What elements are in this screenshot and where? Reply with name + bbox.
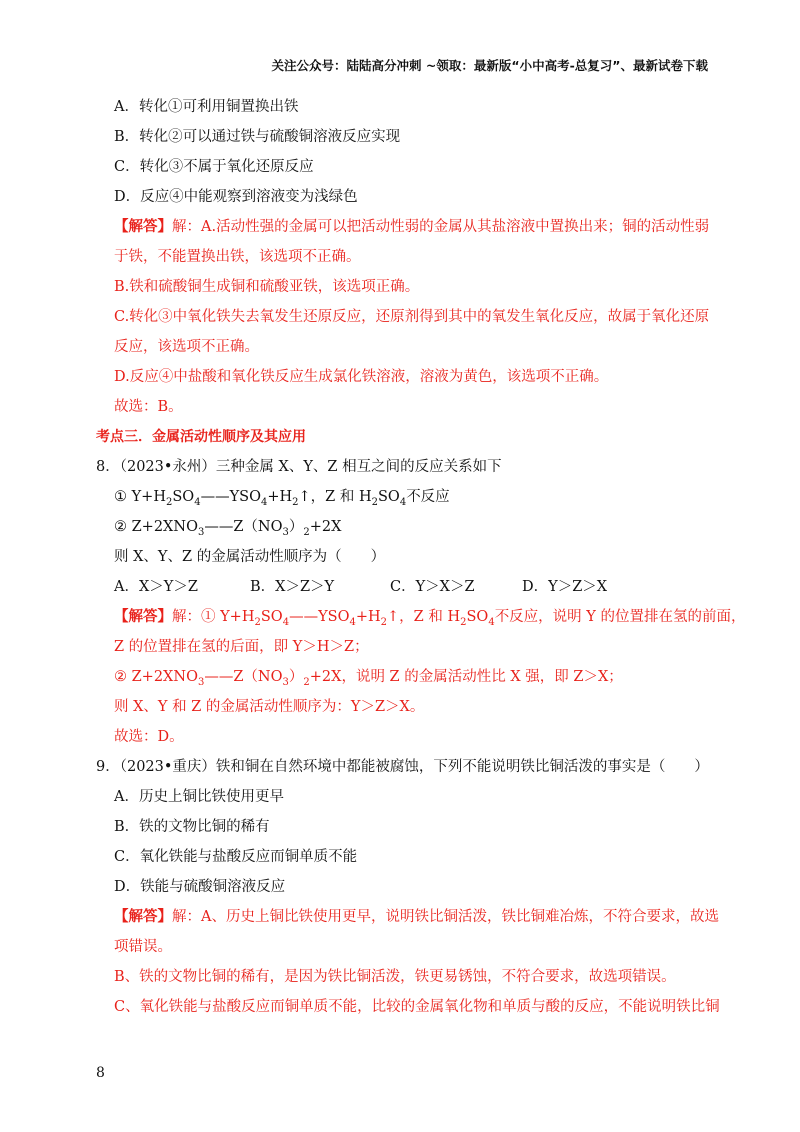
text-fragment: ——Z（NO (204, 519, 283, 535)
text-fragment: 解：A、历史上铜比铁使用更早，说明铁比铜活泼，铁比铜难冶炼，不符合要求，故选 (172, 909, 719, 925)
text-fragment: 4 (488, 616, 495, 628)
text-fragment: +H (355, 609, 381, 625)
text-fragment: 3 (197, 526, 205, 538)
text-fragment: 解：A.活动性强的金属可以把活动性弱的金属从其盐溶液中置换出来；铜的活动性弱 (172, 219, 710, 235)
prev-answer-line-6: D.反应④中盐酸和氧化铁反应生成氯化铁溶液，溶液为黄色，该选项不正确。 (114, 369, 609, 385)
question-8-equation-2 (96, 512, 708, 542)
question-8-answer-choice: 故选：D。 (114, 729, 184, 745)
question-8-option-d: D．Y＞Z＞X (522, 579, 608, 595)
text-fragment: +H (267, 489, 293, 505)
text-fragment: 4 (260, 496, 268, 508)
text-fragment: 2 (292, 496, 299, 508)
question-8-answer-line-3 (96, 662, 708, 692)
text-fragment: ） (288, 669, 304, 685)
question-9-answer-line-3: B、铁的文物比铜的稀有，是因为铁比铜活泼，铁更易锈蚀，不符合要求，故选项错误。 (114, 969, 676, 985)
question-8-option-a: A．X＞Y＞Z (114, 579, 198, 595)
question-8-option-c: C．Y＞X＞Z (390, 579, 475, 595)
page-header: 关注公众号：陆陆高分冲刺 ~领取：最新版“小中高考-总复习”、最新试卷下载 (271, 58, 708, 73)
text-fragment: 【解答】 (114, 908, 172, 925)
question-8-option-b: B．X＞Z＞Y (250, 579, 335, 595)
prev-answer-line-5: 反应，该选项不正确。 (114, 339, 259, 355)
prev-answer-line-1 (96, 212, 708, 242)
question-8-answer-line-1 (96, 602, 746, 632)
question-8-answer-line-4: 则 X、Y 和 Z 的金属活动性顺序为：Y＞Z＞X。 (114, 699, 425, 715)
text-fragment: 2 (303, 676, 310, 688)
text-fragment: 4 (282, 616, 290, 628)
page-content (96, 92, 746, 1022)
page-number: 8 (96, 1065, 105, 1081)
text-fragment: 3 (282, 676, 289, 688)
question-9-answer-line-4: C、氧化铁能与盐酸反应而铜单质不能，比较的金属氧化物和单质与酸的反应，不能说明铁比铜 (114, 999, 720, 1015)
question-9-option-b: B．铁的文物比铜的稀有 (114, 819, 270, 835)
text-fragment: ——YSO (200, 489, 261, 505)
prev-option-a: A．转化①可利用铜置换出铁 (114, 99, 299, 115)
prev-answer-line-3: B.铁和硫酸铜生成铜和硫酸亚铁，该选项正确。 (114, 279, 420, 295)
text-fragment: +2X，说明 Z 的金属活动性比 X 强，即 Z＞X； (309, 669, 623, 685)
text-fragment: ——YSO (289, 609, 350, 625)
question-8-answer-line-2: Z 的位置排在氢的后面，即 Y＞H＞Z； (114, 639, 369, 655)
text-fragment: 4 (399, 496, 407, 508)
text-fragment: 不反应，说明 Y 的位置排在氢的前面， (494, 609, 746, 625)
question-8-ask: 则 X、Y、Z 的金属活动性顺序为（ ） (114, 549, 386, 565)
text-fragment: ① Y+H (114, 489, 166, 505)
answer-tag: 【解答】 (114, 218, 172, 235)
question-8-options (96, 572, 708, 602)
text-fragment: SO (260, 609, 283, 625)
prev-answer-choice: 故选：B。 (114, 399, 183, 415)
text-fragment: 2 (371, 496, 378, 508)
text-fragment: SO (466, 609, 489, 625)
text-fragment: ——Z（NO (204, 669, 283, 685)
text-fragment: 2 (380, 616, 388, 628)
question-9-option-c: C．氧化铁能与盐酸反应而铜单质不能 (114, 849, 358, 865)
question-9-option-a: A．历史上铜比铁使用更早 (114, 789, 284, 805)
question-9-answer-line-2: 项错误。 (114, 939, 172, 955)
text-fragment: SO (377, 489, 400, 505)
text-fragment: 解：① Y+H (172, 609, 255, 625)
prev-option-b: B．转化②可以通过铁与硫酸铜溶液反应实现 (114, 129, 401, 145)
text-fragment: 4 (194, 496, 201, 508)
text-fragment: 【解答】 (114, 608, 172, 625)
question-8-equation-1 (96, 482, 708, 512)
text-fragment: ↑，Z 和 H (387, 609, 461, 625)
question-9-stem: 9．（2023•重庆）铁和铜在自然环境中都能被腐蚀，下列不能说明铁比铜活泼的事实是（ ） (96, 759, 709, 775)
prev-answer-line-2: 于铁，不能置换出铁，该选项不正确。 (114, 249, 361, 265)
section-title: 考点三．金属活动性顺序及其应用 (96, 429, 306, 445)
prev-option-c: C．转化③不属于氧化还原反应 (114, 159, 314, 175)
text-fragment: 3 (282, 526, 289, 538)
prev-answer-line-4: C.转化③中氧化铁失去氧发生还原反应，还原剂得到其中的氧发生氧化反应，故属于氧化还原 (114, 309, 710, 325)
text-fragment: 不反应 (406, 489, 450, 505)
text-fragment: 2 (254, 616, 261, 628)
text-fragment: ② Z+2XNO (114, 669, 198, 685)
question-8-stem: 8．（2023•永州）三种金属 X、Y、Z 相互之间的反应关系如下 (96, 459, 502, 475)
text-fragment: SO (172, 489, 195, 505)
text-fragment: 3 (197, 676, 205, 688)
text-fragment: 2 (303, 526, 310, 538)
text-fragment: ） (288, 519, 304, 535)
question-9-option-d: D．铁能与硫酸铜溶液反应 (114, 879, 286, 895)
text-fragment: +2X (309, 519, 342, 535)
text-fragment: ↑，Z 和 H (298, 489, 372, 505)
text-fragment: 4 (349, 616, 356, 628)
text-fragment: ② Z+2XNO (114, 519, 198, 535)
question-9-answer-line-1 (96, 902, 719, 932)
prev-option-d: D．反应④中能观察到溶液变为浅绿色 (114, 189, 358, 205)
text-fragment: 2 (460, 616, 467, 628)
text-fragment: 2 (165, 496, 173, 508)
